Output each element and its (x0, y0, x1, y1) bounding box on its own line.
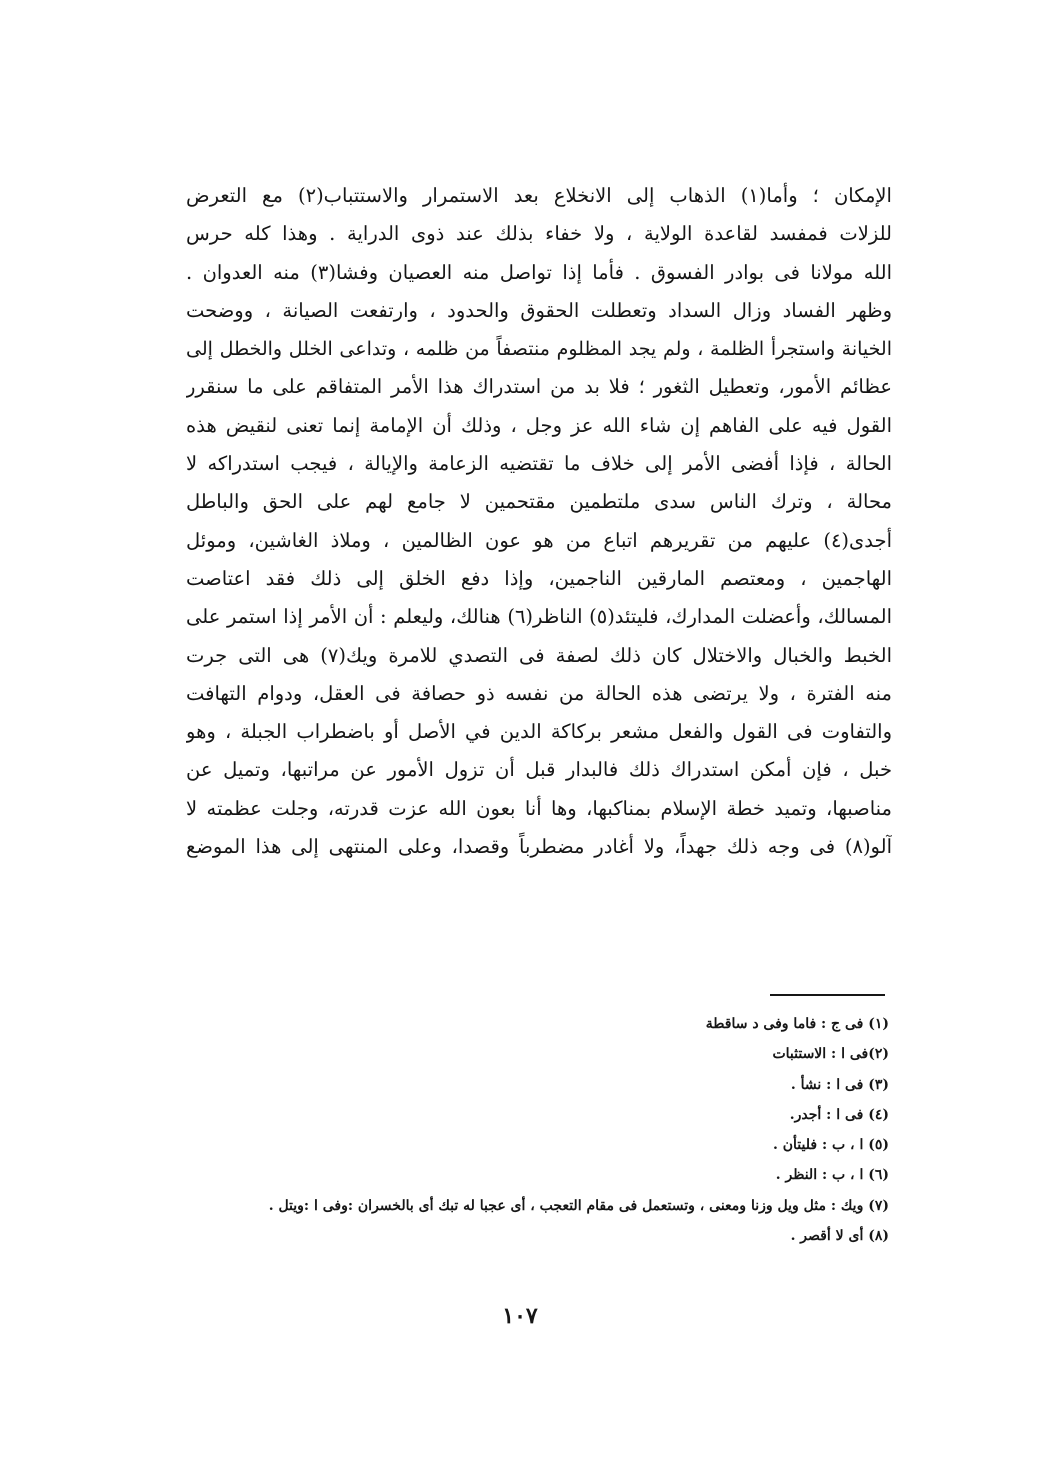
footnote: (١) فى ج : فاما وفى د ساقطة (705, 1016, 889, 1032)
text-line: آلو(٨) فى وجه ذلك جهداً، ولا أغادر مضطرباً وقصدا، وعلى المنتهى إلى هذا الموضع (186, 835, 892, 859)
footnote: (٥) ا ، ب : فليتأن . (773, 1137, 889, 1154)
footnote: (٢)فى ا : الاستثبات (772, 1046, 889, 1063)
text-line: الله مولانا فى بوادر الفسوق . فأما إذا تواصل منه العصيان وفشا(٣) منه العدوان . (186, 260, 892, 284)
footnotes-block (169, 1009, 889, 1251)
text-line: عظائم الأمور، وتعطيل الثغور ؛ فلا بد من استدراك هذا الأمر المتفاقم على ما سنقرر (186, 375, 892, 399)
text-line: وظهر الفساد وزال السداد وتعطلت الحقوق والحدود ، وارتفعت الصيانة ، ووضحت (186, 298, 892, 322)
text-line: محالة ، وترك الناس سدى ملتطمين مقتحمين لا جامع لهم على الحق والباطل (186, 490, 892, 514)
footnote-separator (770, 994, 885, 996)
text-line: الخيانة واستجرأ الظلمة ، ولم يجد المظلوم منتصفاً من ظلمه ، وتداعى الخلل والخطل إلى (186, 338, 892, 361)
text-line: الحالة ، فإذا أفضى الأمر إلى خلاف ما تقتضيه الزعامة والإيالة ، فيجب استدراكه لا (186, 452, 892, 476)
text-line: أجدى(٤) عليهم من تقريرهم اتباع من هو عون الظالمين ، وملاذ الغاشين، وموئل (186, 528, 892, 552)
main-text-block (186, 177, 892, 866)
text-line: الإمكان ؛ وأما(١) الذهاب إلى الانخلاع بعد الاستمرار والاستتباب(٢) مع التعرض (186, 184, 892, 207)
text-line: للزلات فمفسد لقاعدة الولاية ، ولا خفاء بذلك عند ذوى الدراية . وهذا كله حرس (186, 222, 892, 246)
text-line: مناصبها، وتميد خطة الإسلام بمناكبها، وها أنا بعون الله عزت قدرته، وجلت عظمته لا (186, 796, 892, 820)
footnote: (٤) فى ا : أجدر. (789, 1106, 889, 1123)
footnote: (٣) فى ا : نشأ . (790, 1076, 889, 1093)
text-line: خبل ، فإن أمكن استدراك ذلك فالبدار قبل أن تزول الأمور عن مراتبها، وتميل عن (186, 758, 892, 782)
text-line: الخبط والخبال والاختلال كان ذلك لصفة فى التصدي للامرة ويك(٧) هى التى جرت (186, 643, 892, 667)
footnote: (٨) أى لا أقصر . (790, 1228, 889, 1245)
footnote: (٧) ويك : مثل ويل وزنا ومعنى ، وتستعمل فى مقام التعجب ، أى عجبا له تبك أى بالخسران :وفى ا :ويتل . (268, 1197, 889, 1214)
text-line: والتفاوت فى القول والفعل مشعر بركاكة الدين في الأصل أو باضطراب الجبلة ، وهو (186, 720, 892, 744)
footnote: (٦) ا ، ب : النظر . (775, 1167, 889, 1184)
text-line: الهاجمين ، ومعتصم المارقين الناجمين، وإذا دفع الخلق إلى ذلك فقد اعتاصت (186, 566, 892, 590)
text-line: منه الفترة ، ولا يرتضى هذه الحالة من نفسه ذو حصافة فى العقل، ودوام التهافت (186, 681, 892, 705)
text-line: المسالك، وأعضلت المدارك، فليتئد(٥) الناظر(٦) هنالك، وليعلم : أن الأمر إذا استمر على (186, 605, 892, 629)
text-line: القول فيه على الفاهم إن شاء الله عز وجل ، وذلك أن الإمامة إنما تعنى لنقيض هذه (186, 413, 892, 437)
page-number: ١٠٧ (502, 1303, 538, 1329)
